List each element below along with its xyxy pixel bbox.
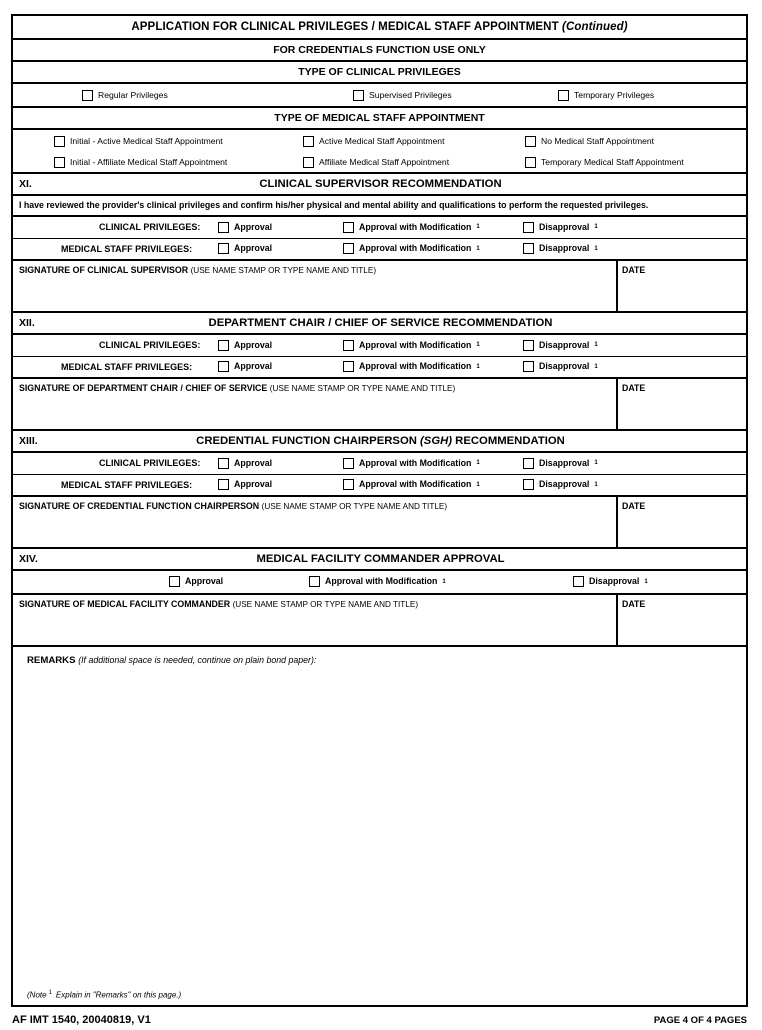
checkbox-label: Disapproval (539, 221, 590, 232)
medical-staff-privileges-label: MEDICAL STAFF PRIVILEGES: (61, 479, 193, 490)
checkbox-xii-staff-approval-modification[interactable] (343, 357, 480, 377)
footnote-marker: 1 (476, 460, 480, 467)
checkbox-box-icon[interactable] (523, 340, 534, 351)
section-xiii-title (19, 435, 742, 447)
checkbox-label: Supervised Privileges (369, 89, 452, 100)
section-xi-medical-staff-privileges-row (13, 239, 746, 261)
remarks-area[interactable] (13, 647, 746, 987)
section-xiii-title-post: RECOMMENDATION (452, 434, 565, 447)
checkbox-label: Disapproval (539, 457, 590, 468)
staff-appointment-row-1 (13, 130, 746, 152)
form-table (11, 14, 748, 1007)
checkbox-affiliate-staff[interactable] (303, 152, 449, 172)
checkbox-label: Approval with Modification (359, 221, 472, 232)
checkbox-xi-clinical-approval[interactable] (218, 217, 272, 238)
checkbox-box-icon[interactable] (218, 479, 229, 490)
checkbox-box-icon[interactable] (343, 361, 354, 372)
checkbox-supervised-privileges[interactable] (353, 84, 452, 106)
date-column-divider (616, 379, 618, 429)
section-xiii-heading (13, 431, 746, 453)
checkbox-label: Approval (234, 339, 273, 350)
checkbox-xii-clinical-disapproval[interactable] (523, 335, 598, 356)
footnote-prefix: (Note (27, 990, 47, 1000)
section-xiii-signature-row[interactable] (13, 497, 746, 549)
checkbox-box-icon[interactable] (54, 136, 65, 147)
remarks-label-text: REMARKS (27, 654, 76, 666)
clinical-privileges-label: CLINICAL PRIVILEGES: (99, 458, 201, 469)
checkbox-initial-affiliate-staff[interactable] (54, 152, 227, 172)
checkbox-box-icon[interactable] (218, 243, 229, 254)
checkbox-box-icon[interactable] (525, 157, 536, 168)
checkbox-label: Approval with Modification (325, 576, 438, 587)
checkbox-label: Approval (234, 361, 273, 372)
checkbox-xii-clinical-approval-modification[interactable] (343, 335, 480, 356)
checkbox-box-icon[interactable] (343, 340, 354, 351)
section-xi-clinical-privileges-row (13, 217, 746, 239)
signature-label-text: SIGNATURE OF CREDENTIAL FUNCTION CHAIRPERSON (19, 500, 260, 511)
signature-hint: (USE NAME STAMP OR TYPE NAME AND TITLE) (232, 599, 419, 609)
section-xii-number: XII. (19, 316, 35, 329)
checkbox-regular-privileges[interactable] (82, 84, 168, 106)
footnote-marker: 1 (476, 363, 480, 370)
credentials-function-banner: FOR CREDENTIALS FUNCTION USE ONLY (13, 40, 746, 62)
checkbox-box-icon[interactable] (82, 90, 93, 101)
checkbox-label: Temporary Privileges (574, 89, 655, 100)
checkbox-xii-staff-approval[interactable] (218, 357, 272, 377)
section-xii-heading (13, 313, 746, 335)
checkbox-box-icon[interactable] (523, 222, 534, 233)
checkbox-label: Approval (234, 457, 273, 468)
checkbox-label: Approval (234, 221, 273, 232)
signature-label-xiv (19, 599, 418, 609)
footnote-marker: 1 (594, 342, 598, 349)
staff-appointment-row-2 (13, 152, 746, 174)
section-xii-signature-row[interactable] (13, 379, 746, 431)
checkbox-box-icon[interactable] (558, 90, 569, 101)
checkbox-box-icon[interactable] (169, 576, 180, 587)
footnote-marker: 1 (442, 578, 446, 585)
section-xiv-signature-row[interactable] (13, 595, 746, 647)
checkbox-xi-staff-disapproval[interactable] (523, 239, 598, 259)
checkbox-label: Temporary Medical Staff Appointment (541, 156, 684, 167)
clinical-privileges-label: CLINICAL PRIVILEGES: (99, 340, 201, 351)
medical-staff-privileges-label: MEDICAL STAFF PRIVILEGES: (61, 243, 193, 254)
footnote-marker: 1 (476, 342, 480, 349)
checkbox-box-icon[interactable] (309, 576, 320, 587)
checkbox-xiv-approval[interactable] (169, 571, 223, 593)
section-xi-heading (13, 174, 746, 196)
checkbox-xi-clinical-approval-modification[interactable] (343, 217, 480, 238)
checkbox-label: Approval with Modification (359, 243, 472, 254)
type-clinical-privileges-heading: TYPE OF CLINICAL PRIVILEGES (13, 62, 746, 84)
section-xiii-title-sgh: (SGH) (420, 434, 453, 447)
clinical-privileges-options-row (13, 84, 746, 108)
date-column-divider (616, 595, 618, 645)
signature-label-xii (19, 383, 455, 393)
checkbox-xiii-staff-approval[interactable] (218, 475, 272, 495)
checkbox-box-icon[interactable] (54, 157, 65, 168)
signature-label-xiii (19, 501, 447, 511)
checkbox-box-icon[interactable] (523, 243, 534, 254)
checkbox-box-icon[interactable] (523, 479, 534, 490)
signature-hint: (USE NAME STAMP OR TYPE NAME AND TITLE) (261, 501, 448, 511)
footnote-marker: 1 (476, 224, 480, 231)
footnote-body: Explain in "Remarks" on this page.) (55, 990, 182, 1000)
footnote-marker: 1 (48, 989, 52, 996)
checkbox-active-staff[interactable] (303, 130, 444, 152)
checkbox-xiv-disapproval[interactable] (573, 571, 648, 593)
checkbox-xiii-staff-approval-modification[interactable] (343, 475, 480, 495)
section-xiii-title-pre: CREDENTIAL FUNCTION CHAIRPERSON (196, 434, 421, 447)
section-xiii-clinical-privileges-row (13, 453, 746, 475)
date-label-xiii: DATE (622, 500, 646, 511)
form-id: AF IMT 1540, 20040819, V1 (12, 1013, 151, 1026)
checkbox-label: Initial - Active Medical Staff Appointment (70, 135, 223, 146)
form-title-banner (13, 16, 746, 40)
checkbox-temporary-staff[interactable] (525, 152, 684, 172)
checkbox-label: Affiliate Medical Staff Appointment (319, 156, 450, 167)
checkbox-xiii-staff-disapproval[interactable] (523, 475, 598, 495)
section-xi-signature-row[interactable] (13, 261, 746, 313)
checkbox-box-icon[interactable] (218, 222, 229, 233)
section-xiii-number: XIII. (19, 434, 38, 447)
checkbox-label: Disapproval (539, 339, 590, 350)
checkbox-xiv-approval-modification[interactable] (309, 571, 446, 593)
checkbox-label: Approval with Modification (359, 361, 472, 372)
footnote-marker: 1 (476, 481, 480, 488)
checkbox-box-icon[interactable] (343, 458, 354, 469)
form-title-continued: (Continued) (562, 21, 628, 33)
page-footer (11, 1014, 748, 1030)
footnote-marker: 1 (594, 245, 598, 252)
date-column-divider (616, 261, 618, 311)
checkbox-box-icon[interactable] (573, 576, 584, 587)
checkbox-label: Initial - Affiliate Medical Staff Appointment (70, 156, 228, 167)
signature-label-xi (19, 265, 376, 275)
checkbox-label: Approval with Modification (359, 339, 472, 350)
checkbox-box-icon[interactable] (218, 361, 229, 372)
checkbox-temporary-privileges[interactable] (558, 84, 654, 106)
section-xii-title: DEPARTMENT CHAIR / CHIEF OF SERVICE RECOMMENDATION (208, 316, 553, 329)
checkbox-label: Active Medical Staff Appointment (319, 135, 445, 146)
footnote-row (13, 987, 746, 1005)
remarks-hint: (If additional space is needed, continue on plain bond paper): (78, 654, 317, 665)
form-title: APPLICATION FOR CLINICAL PRIVILEGES / MEDICAL STAFF APPOINTMENT (131, 21, 559, 33)
section-xii-medical-staff-privileges-row (13, 357, 746, 379)
type-staff-appointment-heading: TYPE OF MEDICAL STAFF APPOINTMENT (13, 108, 746, 130)
signature-label-text: SIGNATURE OF CLINICAL SUPERVISOR (19, 264, 189, 275)
checkbox-box-icon[interactable] (525, 136, 536, 147)
checkbox-xiii-clinical-approval-modification[interactable] (343, 453, 480, 474)
remarks-label (27, 655, 316, 666)
checkbox-initial-active-staff[interactable] (54, 130, 223, 152)
checkbox-box-icon[interactable] (343, 479, 354, 490)
footnote-marker: 1 (644, 578, 648, 585)
section-xi-title: CLINICAL SUPERVISOR RECOMMENDATION (259, 178, 502, 190)
page-number: PAGE 4 OF 4 PAGES (653, 1014, 747, 1026)
checkbox-label: Disapproval (539, 479, 590, 490)
section-xiv-approval-row (13, 571, 746, 595)
footnote-marker: 1 (594, 481, 598, 488)
checkbox-box-icon[interactable] (523, 361, 534, 372)
footnote-marker: 1 (594, 460, 598, 467)
date-label-xiv: DATE (622, 598, 646, 609)
form-page (11, 14, 748, 1030)
signature-hint: (USE NAME STAMP OR TYPE NAME AND TITLE) (269, 383, 456, 393)
checkbox-box-icon[interactable] (353, 90, 364, 101)
footnote-marker: 1 (594, 363, 598, 370)
section-xiii-medical-staff-privileges-row (13, 475, 746, 497)
checkbox-xiii-clinical-approval[interactable] (218, 453, 272, 474)
footnote-text (27, 990, 181, 1000)
footnote-marker: 1 (476, 245, 480, 252)
checkbox-box-icon[interactable] (343, 243, 354, 254)
signature-hint: (USE NAME STAMP OR TYPE NAME AND TITLE) (190, 265, 377, 275)
date-column-divider (616, 497, 618, 547)
section-xiv-title: MEDICAL FACILITY COMMANDER APPROVAL (256, 552, 505, 565)
checkbox-xii-clinical-approval[interactable] (218, 335, 272, 356)
checkbox-box-icon[interactable] (343, 222, 354, 233)
section-xiv-heading (13, 549, 746, 571)
checkbox-box-icon[interactable] (218, 340, 229, 351)
checkbox-label: Approval (234, 479, 273, 490)
section-xi-number: XI. (19, 178, 32, 190)
checkbox-label: Approval (234, 243, 273, 254)
section-xiv-number: XIV. (19, 552, 38, 565)
checkbox-xiii-clinical-disapproval[interactable] (523, 453, 598, 474)
checkbox-xi-staff-approval-modification[interactable] (343, 239, 480, 259)
checkbox-box-icon[interactable] (218, 458, 229, 469)
checkbox-box-icon[interactable] (523, 458, 534, 469)
checkbox-label: Approval with Modification (359, 479, 472, 490)
checkbox-xi-clinical-disapproval[interactable] (523, 217, 598, 238)
clinical-privileges-label: CLINICAL PRIVILEGES: (99, 222, 201, 233)
checkbox-xi-staff-approval[interactable] (218, 239, 272, 259)
date-label-xi: DATE (622, 264, 646, 275)
checkbox-label: Approval with Modification (359, 457, 472, 468)
checkbox-label: Approval (185, 576, 224, 587)
checkbox-label: Disapproval (539, 361, 590, 372)
date-label-xii: DATE (622, 382, 646, 393)
section-xii-clinical-privileges-row (13, 335, 746, 357)
checkbox-box-icon[interactable] (303, 157, 314, 168)
checkbox-box-icon[interactable] (303, 136, 314, 147)
checkbox-no-staff-appointment[interactable] (525, 130, 654, 152)
checkbox-label: Regular Privileges (98, 89, 168, 100)
signature-label-text: SIGNATURE OF MEDICAL FACILITY COMMANDER (19, 598, 231, 609)
medical-staff-privileges-label: MEDICAL STAFF PRIVILEGES: (61, 361, 193, 372)
checkbox-label: Disapproval (539, 243, 590, 254)
signature-label-text: SIGNATURE OF DEPARTMENT CHAIR / CHIEF OF SERVICE (19, 382, 268, 393)
checkbox-xii-staff-disapproval[interactable] (523, 357, 598, 377)
footnote-marker: 1 (594, 224, 598, 231)
checkbox-label: No Medical Staff Appointment (541, 135, 655, 146)
checkbox-label: Disapproval (589, 576, 640, 587)
section-xi-intro-text: I have reviewed the provider's clinical privileges and confirm his/her physical and mental ability and qualifications to perform the requested privileges. (13, 196, 746, 217)
